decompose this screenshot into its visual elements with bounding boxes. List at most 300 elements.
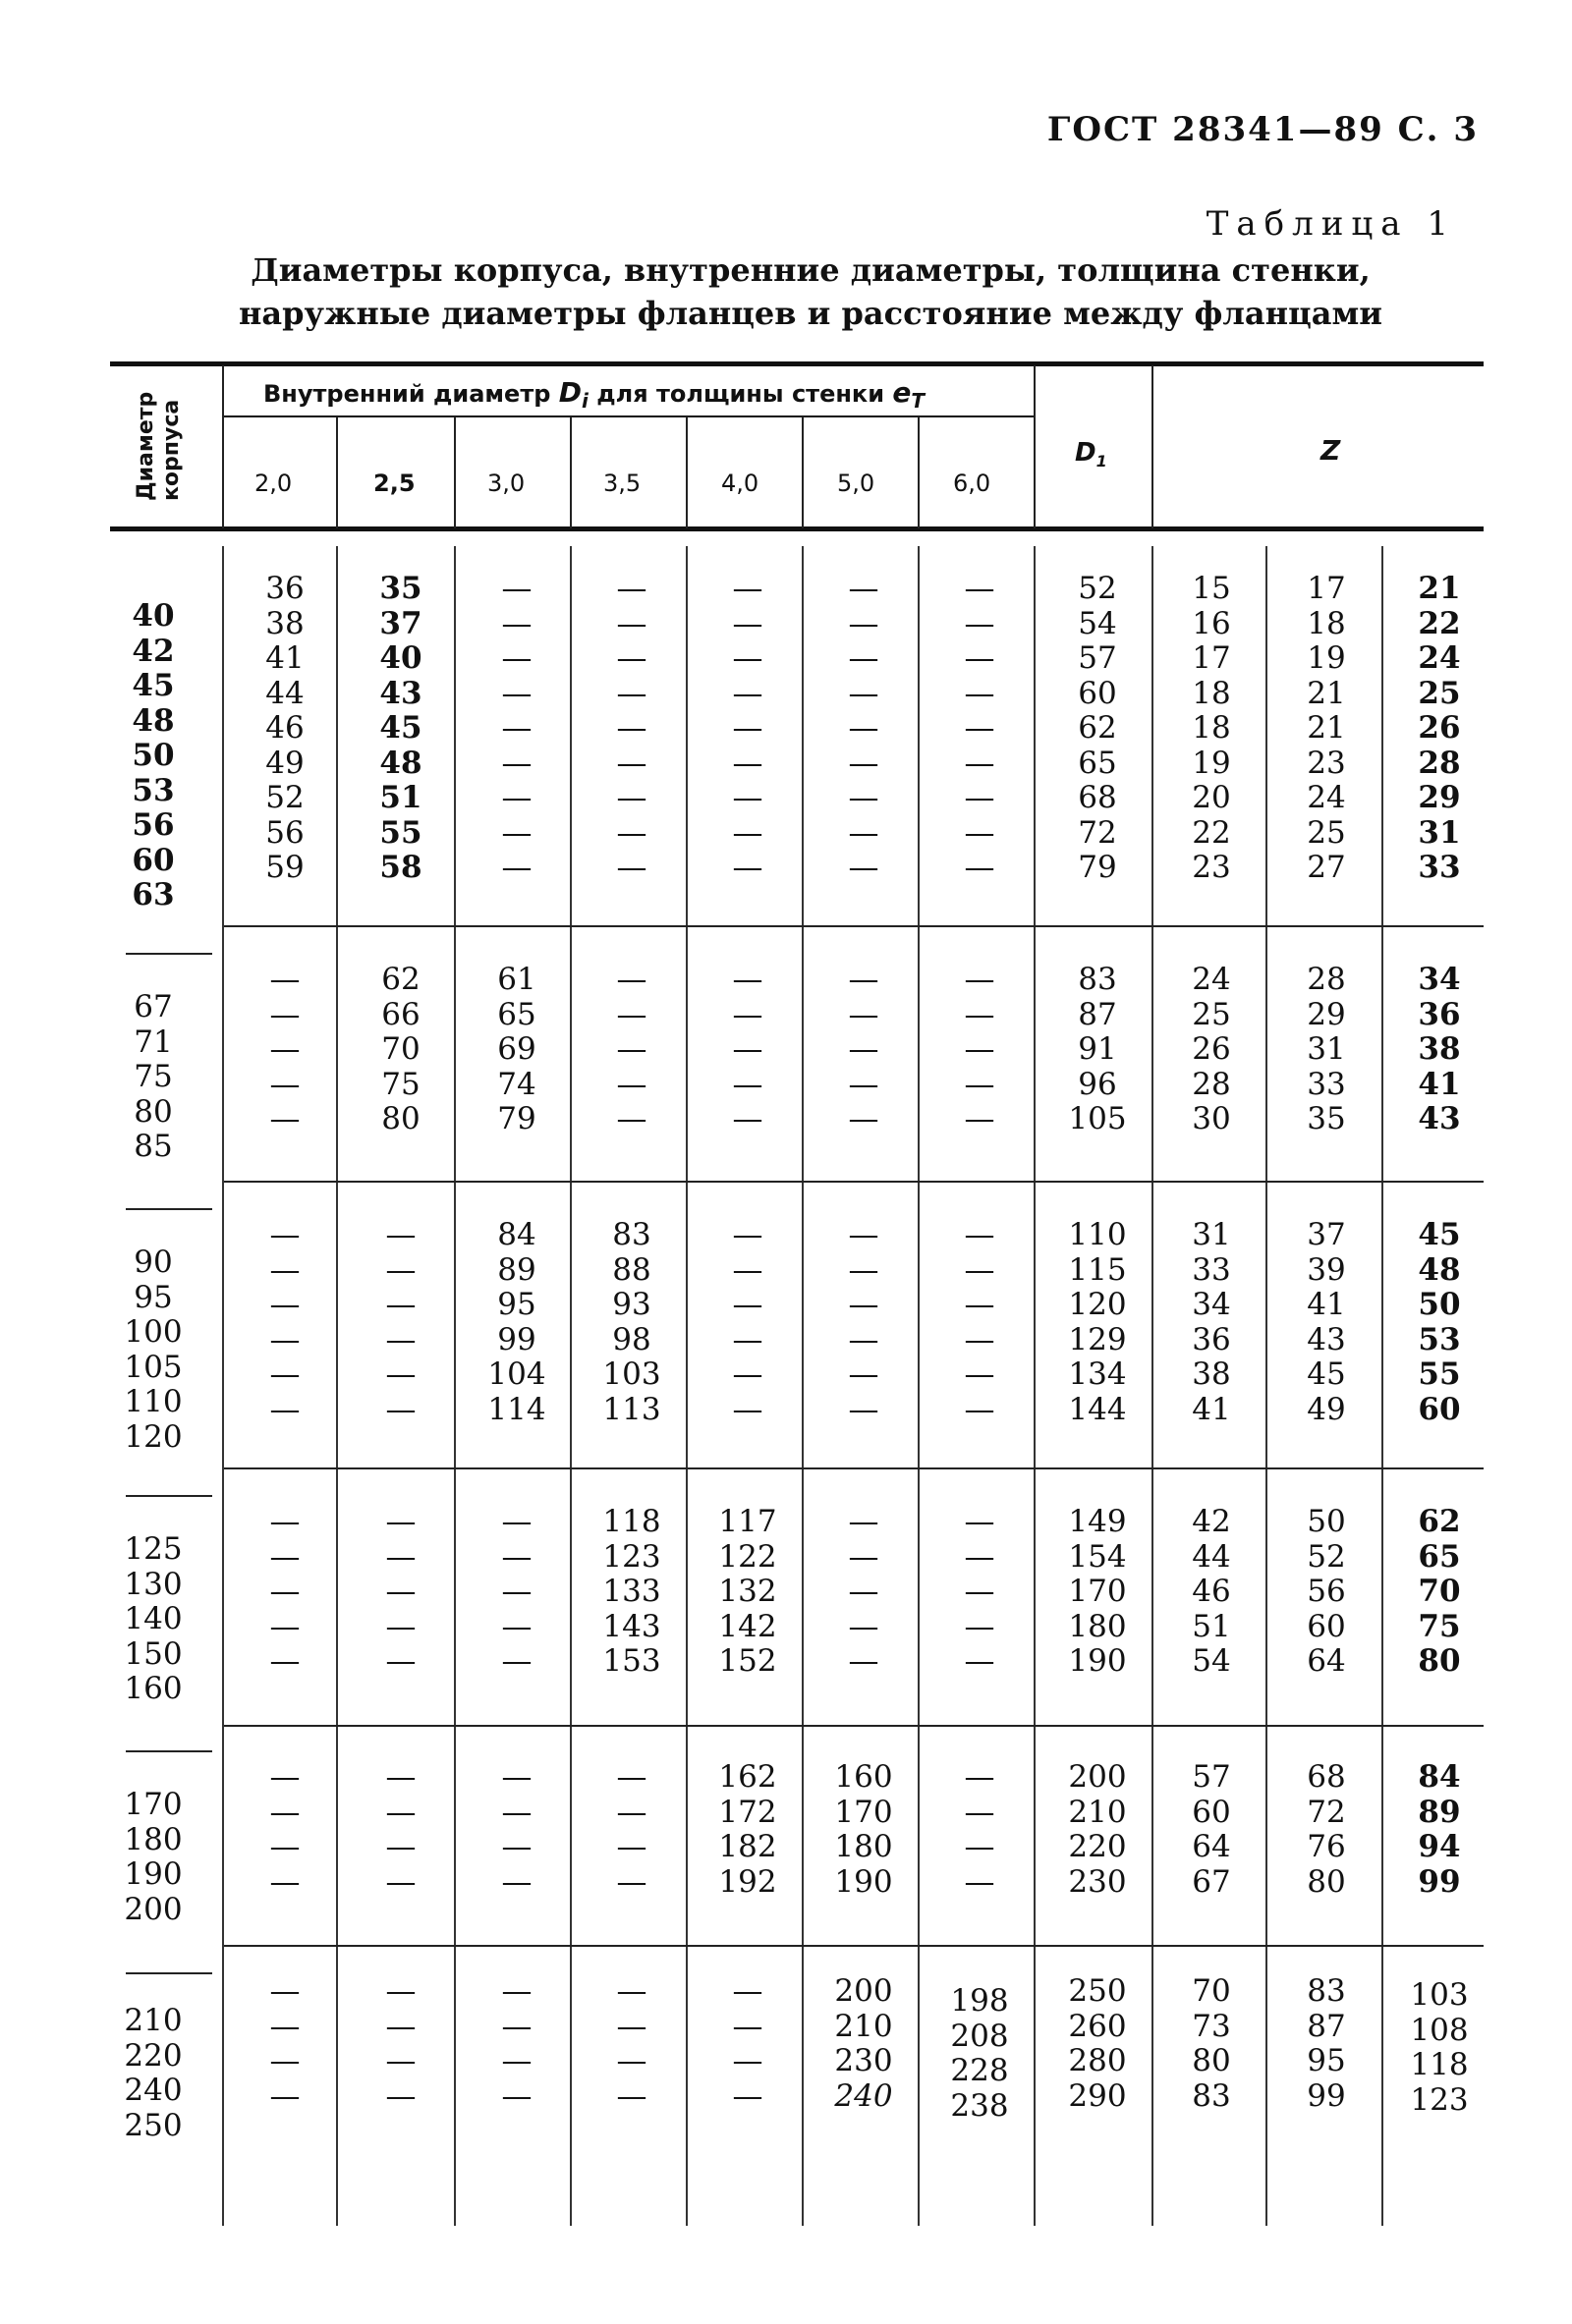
- dash-cell: —: [269, 2008, 301, 2044]
- housing-cell: 250: [124, 2107, 183, 2143]
- housing-cell: 42: [132, 633, 175, 669]
- dash-cell: —: [269, 1287, 301, 1322]
- z-cell: 18: [1307, 605, 1346, 641]
- column-rule: [1265, 546, 1267, 2226]
- dash-cell: —: [269, 1504, 301, 1539]
- housing-header-line-1: Диаметр: [134, 391, 158, 501]
- inner-diameter-cell: 52: [265, 780, 305, 815]
- dash-cell: —: [732, 2043, 763, 2078]
- dash-cell: —: [964, 996, 995, 1032]
- dash-cell: —: [732, 1066, 763, 1102]
- dash-cell: —: [964, 962, 995, 997]
- d1-cell: 200: [1068, 1759, 1127, 1795]
- z-column-1: [1169, 572, 1254, 886]
- z-cell: 56: [1307, 1574, 1346, 1609]
- d1-cell: 110: [1068, 1217, 1127, 1252]
- z-cell: 34: [1192, 1287, 1231, 1322]
- dash-cell: —: [269, 1217, 301, 1252]
- inner-diameter-cell: 182: [718, 1829, 777, 1864]
- d1-cell: 144: [1068, 1391, 1127, 1427]
- housing-column: [116, 990, 191, 1165]
- inner-diameter-cell: 70: [381, 1031, 421, 1067]
- dash-cell: —: [848, 996, 879, 1032]
- dash-cell: —: [848, 640, 879, 676]
- housing-cell: 50: [132, 738, 175, 773]
- dash-cell: —: [269, 1973, 301, 2009]
- z-cell: 39: [1307, 1251, 1346, 1288]
- thickness-header-3-5: 3,5: [603, 470, 642, 497]
- d1-cell: 91: [1078, 1031, 1117, 1067]
- inner-diameter-cell: 46: [265, 710, 305, 746]
- inner-diameter-cell: 160: [834, 1759, 893, 1795]
- z-cell: 45: [1418, 1217, 1461, 1252]
- dash-cell: —: [385, 1538, 417, 1575]
- dash-cell: —: [501, 605, 533, 641]
- dash-cell: —: [269, 1794, 301, 1830]
- dash-cell: —: [616, 780, 647, 815]
- thickness-2-5-column: [360, 1505, 442, 1680]
- dash-cell: —: [616, 1101, 647, 1136]
- dash-cell: —: [732, 640, 763, 676]
- dash-cell: —: [848, 1608, 879, 1644]
- thickness-3-5-column: [590, 1974, 674, 2114]
- z-cell: 18: [1192, 710, 1231, 746]
- d1-cell: 280: [1068, 2043, 1127, 2078]
- dash-cell: —: [848, 1574, 879, 1609]
- thickness-2-5-column: [360, 1760, 442, 1900]
- z-cell: 48: [1418, 1251, 1461, 1288]
- dash-cell: —: [848, 780, 879, 815]
- z-cell: 70: [1418, 1574, 1461, 1609]
- dash-cell: —: [964, 1574, 995, 1609]
- z-cell: 83: [1307, 1973, 1346, 2009]
- dash-cell: —: [616, 2077, 647, 2114]
- dash-cell: —: [616, 2043, 647, 2078]
- dash-cell: —: [732, 1217, 763, 1252]
- dash-cell: —: [848, 1031, 879, 1067]
- thickness-4-0-column: [705, 572, 790, 886]
- housing-cell: 90: [134, 1245, 173, 1280]
- z-cell: 18: [1192, 675, 1231, 711]
- z-cell: 75: [1418, 1608, 1461, 1644]
- housing-column: [116, 1245, 191, 1455]
- z-column-1: [1169, 963, 1254, 1137]
- z-cell: 52: [1307, 1538, 1346, 1575]
- dash-cell: —: [501, 745, 533, 781]
- z-cell: 29: [1418, 780, 1461, 815]
- inner-diameter-cell: 238: [950, 2087, 1009, 2124]
- dash-cell: —: [385, 1321, 417, 1357]
- inner-diameter-cell: 117: [718, 1504, 777, 1539]
- dash-cell: —: [848, 605, 879, 641]
- thickness-header-3-0: 3,0: [487, 470, 526, 497]
- inner-diameter-cell: 69: [497, 1031, 536, 1067]
- column-rule: [1381, 546, 1383, 2226]
- housing-cell: 53: [132, 772, 175, 808]
- thickness-5-0-column: [821, 1505, 906, 1680]
- dash-cell: —: [732, 605, 763, 641]
- inner-diameter-cell: 133: [602, 1574, 661, 1609]
- housing-cell: 200: [124, 1891, 183, 1927]
- dash-cell: —: [964, 1031, 995, 1067]
- z-cell: 89: [1418, 1794, 1461, 1830]
- dash-cell: —: [385, 2043, 417, 2078]
- dash-cell: —: [616, 962, 647, 997]
- inner-diameter-cell: 75: [381, 1066, 421, 1102]
- z-cell: 22: [1192, 814, 1231, 851]
- dash-cell: —: [501, 850, 533, 885]
- dash-cell: —: [848, 1066, 879, 1102]
- header-divider: [336, 416, 338, 528]
- d1-header: $D_1$: [1075, 438, 1107, 471]
- dash-cell: —: [269, 1101, 301, 1136]
- z-cell: 33: [1192, 1251, 1231, 1288]
- housing-cell: 210: [124, 2003, 183, 2038]
- d1-cell: 190: [1068, 1643, 1127, 1679]
- dash-cell: —: [501, 571, 533, 606]
- thickness-2-5-column: [360, 1974, 442, 2114]
- group-separator: [224, 1725, 1484, 1727]
- dash-cell: —: [848, 1251, 879, 1288]
- d1-cell: 115: [1068, 1251, 1127, 1288]
- thickness-2-0-column: [246, 1505, 324, 1680]
- dash-cell: —: [269, 996, 301, 1032]
- z-cell: 80: [1307, 1863, 1346, 1900]
- z-cell: 54: [1192, 1643, 1231, 1679]
- dash-cell: —: [616, 1973, 647, 2009]
- header-divider: [918, 416, 920, 528]
- subheader-rule: [224, 415, 1034, 417]
- header-divider: [1151, 365, 1153, 528]
- d1-cell: 220: [1068, 1829, 1127, 1864]
- z-cell: 34: [1418, 962, 1461, 997]
- dash-cell: —: [385, 1643, 417, 1679]
- dash-cell: —: [848, 1217, 879, 1252]
- page-header: ГОСТ 28341—89 С. 3: [1046, 110, 1479, 149]
- inner-diameter-cell: 40: [379, 640, 422, 676]
- dash-cell: —: [269, 2043, 301, 2078]
- z-cell: 103: [1410, 1977, 1469, 2013]
- dash-cell: —: [269, 1829, 301, 1864]
- dash-cell: —: [616, 850, 647, 885]
- housing-cell: 240: [124, 2073, 183, 2108]
- dash-cell: —: [385, 1863, 417, 1900]
- z-header: Z: [1320, 434, 1341, 467]
- z-cell: 37: [1307, 1217, 1346, 1252]
- inner-diameter-cell: 122: [718, 1538, 777, 1575]
- dash-cell: —: [501, 1574, 533, 1609]
- dash-cell: —: [732, 1031, 763, 1067]
- z-cell: 50: [1418, 1287, 1461, 1322]
- inner-diameter-cell: 84: [497, 1217, 536, 1252]
- dash-cell: —: [964, 1608, 995, 1644]
- dash-cell: —: [616, 2008, 647, 2044]
- d1-column: [1055, 572, 1140, 886]
- z-column-1: [1169, 1760, 1254, 1900]
- thickness-4-0-column: [705, 963, 790, 1137]
- dash-cell: —: [385, 1504, 417, 1539]
- thickness-2-0-column: [246, 963, 324, 1137]
- table-caption-line-2: наружные диаметры фланцев и расстояние между фланцами: [239, 295, 1382, 332]
- z-column-2: [1283, 1218, 1370, 1427]
- dash-cell: —: [269, 1066, 301, 1102]
- group-separator: [126, 1495, 212, 1497]
- dash-cell: —: [732, 710, 763, 746]
- housing-cell: 120: [124, 1418, 183, 1455]
- dash-cell: —: [269, 1863, 301, 1900]
- housing-cell: 180: [124, 1821, 183, 1857]
- z-cell: 27: [1307, 850, 1346, 885]
- d1-cell: 96: [1078, 1066, 1117, 1102]
- inner-diameter-cell: 240: [834, 2077, 893, 2114]
- dash-cell: —: [616, 1863, 647, 1900]
- z-cell: 64: [1307, 1643, 1346, 1679]
- dash-cell: —: [964, 814, 995, 851]
- inner-diameter-cell: 56: [265, 814, 305, 851]
- dash-cell: —: [964, 640, 995, 676]
- dash-cell: —: [732, 1973, 763, 2009]
- dash-cell: —: [732, 1287, 763, 1322]
- dash-cell: —: [616, 996, 647, 1032]
- dash-cell: —: [501, 1538, 533, 1575]
- housing-cell: 45: [132, 668, 175, 703]
- d1-column: [1055, 963, 1140, 1137]
- z-cell: 31: [1418, 814, 1461, 851]
- thickness-2-5-column: [360, 1218, 442, 1427]
- thickness-5-0-column: [821, 572, 906, 886]
- dash-cell: —: [732, 996, 763, 1032]
- inner-diameter-cell: 172: [718, 1794, 777, 1830]
- d1-cell: 57: [1078, 640, 1117, 676]
- thickness-4-0-column: [705, 1974, 790, 2114]
- column-rule: [454, 546, 456, 2226]
- z-cell: 28: [1418, 745, 1461, 781]
- z-column-1: [1169, 1505, 1254, 1680]
- thickness-4-0-column: [705, 1218, 790, 1427]
- group-separator: [224, 1945, 1484, 1947]
- z-cell: 123: [1410, 2081, 1469, 2118]
- dash-cell: —: [964, 1538, 995, 1575]
- dash-cell: —: [964, 1101, 995, 1136]
- dash-cell: —: [616, 1031, 647, 1067]
- dash-cell: —: [501, 1759, 533, 1795]
- thickness-header-2-5: 2,5: [373, 470, 416, 497]
- inner-diameter-cell: 37: [379, 605, 422, 641]
- inner-diameter-cell: 79: [497, 1101, 536, 1136]
- dash-cell: —: [616, 1759, 647, 1795]
- dash-cell: —: [616, 571, 647, 606]
- z-column-1: [1169, 1974, 1254, 2114]
- z-cell: 23: [1192, 850, 1231, 885]
- dash-cell: —: [964, 675, 995, 711]
- inner-diameter-cell: 38: [265, 605, 305, 641]
- housing-cell: 190: [124, 1856, 183, 1892]
- z-cell: 72: [1307, 1794, 1346, 1830]
- column-rule: [802, 546, 804, 2226]
- z-cell: 21: [1307, 675, 1346, 711]
- inner-diameter-cell: 198: [950, 1983, 1009, 2019]
- thickness-5-0-column: [821, 1218, 906, 1427]
- d1-cell: 260: [1068, 2008, 1127, 2044]
- z-cell: 33: [1307, 1066, 1346, 1102]
- inner-diameter-cell: 142: [718, 1608, 777, 1644]
- dash-cell: —: [501, 1863, 533, 1900]
- dash-cell: —: [964, 1251, 995, 1288]
- inner-diameter-cell: 35: [379, 571, 422, 606]
- d1-cell: 52: [1078, 571, 1117, 606]
- dash-cell: —: [385, 1356, 417, 1392]
- dash-cell: —: [848, 962, 879, 997]
- dash-cell: —: [964, 710, 995, 746]
- z-cell: 60: [1192, 1794, 1231, 1830]
- dash-cell: —: [964, 1829, 995, 1864]
- dash-cell: —: [848, 675, 879, 711]
- thickness-3-0-column: [476, 572, 558, 886]
- inner-diameter-cell: 93: [612, 1287, 651, 1322]
- inner-diameter-cell: 43: [379, 675, 422, 711]
- group-separator: [224, 1181, 1484, 1183]
- dash-cell: —: [385, 1608, 417, 1644]
- dash-cell: —: [501, 780, 533, 815]
- z-cell: 31: [1192, 1217, 1231, 1252]
- column-rule: [570, 546, 572, 2226]
- thickness-5-0-column: [821, 1760, 906, 1900]
- z-cell: 28: [1307, 962, 1346, 997]
- table-top-rule: [110, 361, 1484, 366]
- dash-cell: —: [848, 571, 879, 606]
- d1-column: [1055, 1760, 1140, 1900]
- z-column-2: [1283, 572, 1370, 886]
- z-cell: 38: [1192, 1356, 1231, 1392]
- z-cell: 24: [1307, 780, 1346, 815]
- z-cell: 51: [1192, 1608, 1231, 1644]
- z-cell: 21: [1418, 571, 1461, 606]
- inner-diameter-cell: 59: [265, 850, 305, 885]
- thickness-3-5-column: [590, 572, 674, 886]
- inner-diameter-cell: 190: [834, 1863, 893, 1900]
- dash-cell: —: [964, 1356, 995, 1392]
- dash-cell: —: [501, 1608, 533, 1644]
- dash-cell: —: [848, 1391, 879, 1427]
- dash-cell: —: [385, 2077, 417, 2114]
- z-cell: 55: [1418, 1356, 1461, 1392]
- z-cell: 25: [1192, 996, 1231, 1032]
- dash-cell: —: [269, 1608, 301, 1644]
- thickness-header-5-0: 5,0: [837, 470, 875, 497]
- inner-diameter-cell: 41: [265, 640, 305, 676]
- dash-cell: —: [732, 1391, 763, 1427]
- inner-diameter-cell: 49: [265, 745, 305, 781]
- dash-cell: —: [269, 1643, 301, 1679]
- dash-cell: —: [732, 962, 763, 997]
- z-cell: 38: [1418, 1031, 1461, 1067]
- z-cell: 26: [1192, 1031, 1231, 1067]
- inner-diameter-cell: 230: [834, 2043, 893, 2078]
- dash-cell: —: [501, 1504, 533, 1539]
- inner-diameter-cell: 80: [381, 1101, 421, 1136]
- dash-cell: —: [616, 1794, 647, 1830]
- dash-cell: —: [732, 745, 763, 781]
- inner-diameter-cell: 132: [718, 1574, 777, 1609]
- group-separator: [126, 1972, 212, 1974]
- dash-cell: —: [501, 1973, 533, 2009]
- z-cell: 28: [1192, 1066, 1231, 1102]
- housing-column: [116, 599, 191, 913]
- thickness-3-5-column: [590, 1505, 674, 1680]
- z-cell: 25: [1307, 814, 1346, 851]
- thickness-3-0-column: [476, 1760, 558, 1900]
- z-cell: 24: [1418, 640, 1461, 676]
- dash-cell: —: [616, 675, 647, 711]
- d1-cell: 154: [1068, 1538, 1127, 1575]
- dash-cell: —: [385, 1973, 417, 2009]
- dash-cell: —: [385, 2008, 417, 2044]
- dash-cell: —: [616, 640, 647, 676]
- housing-header-line-2: корпуса: [159, 399, 184, 501]
- dash-cell: —: [269, 1574, 301, 1609]
- housing-cell: 67: [134, 989, 173, 1024]
- inner-diameter-cell: 152: [718, 1643, 777, 1679]
- dash-cell: —: [964, 850, 995, 885]
- d1-cell: 87: [1078, 996, 1117, 1032]
- inner-diameter-cell: 44: [265, 675, 305, 711]
- dash-cell: —: [269, 1538, 301, 1575]
- inner-diameter-cell: 74: [497, 1066, 536, 1102]
- z-cell: 62: [1418, 1504, 1461, 1539]
- housing-cell: 95: [134, 1279, 173, 1315]
- dash-cell: —: [269, 962, 301, 997]
- z-cell: 15: [1192, 571, 1231, 606]
- z-cell: 22: [1418, 605, 1461, 641]
- housing-cell: 160: [124, 1671, 183, 1706]
- group-separator: [224, 1467, 1484, 1469]
- z-cell: 80: [1192, 2043, 1231, 2078]
- d1-cell: 105: [1068, 1101, 1127, 1136]
- dash-cell: —: [501, 2077, 533, 2114]
- housing-cell: 100: [124, 1314, 183, 1350]
- z-cell: 42: [1192, 1504, 1231, 1539]
- d1-cell: 129: [1068, 1321, 1127, 1357]
- dash-cell: —: [848, 1101, 879, 1136]
- dash-cell: —: [732, 1321, 763, 1357]
- thickness-2-0-column: [246, 1760, 324, 1900]
- thickness-3-0-column: [476, 1218, 558, 1427]
- inner-diameter-cell: 104: [487, 1356, 546, 1392]
- dash-cell: —: [616, 710, 647, 746]
- housing-cell: 56: [132, 807, 175, 843]
- dash-cell: —: [269, 1391, 301, 1427]
- d1-column: [1055, 1218, 1140, 1427]
- z-cell: 65: [1418, 1538, 1461, 1575]
- dash-cell: —: [964, 1759, 995, 1795]
- dash-cell: —: [616, 605, 647, 641]
- dash-cell: —: [385, 1829, 417, 1864]
- dash-cell: —: [501, 675, 533, 711]
- z-cell: 36: [1418, 996, 1461, 1032]
- housing-cell: 125: [124, 1531, 183, 1567]
- dash-cell: —: [732, 814, 763, 851]
- dash-cell: —: [385, 1251, 417, 1288]
- z-cell: 17: [1307, 571, 1346, 606]
- inner-diameter-cell: 153: [602, 1643, 661, 1679]
- z-cell: 68: [1307, 1759, 1346, 1795]
- dash-cell: —: [848, 814, 879, 851]
- dash-cell: —: [964, 605, 995, 641]
- z-cell: 108: [1410, 2012, 1469, 2048]
- dash-cell: —: [848, 850, 879, 885]
- d1-cell: 60: [1078, 675, 1117, 711]
- z-column-3: [1395, 1218, 1484, 1427]
